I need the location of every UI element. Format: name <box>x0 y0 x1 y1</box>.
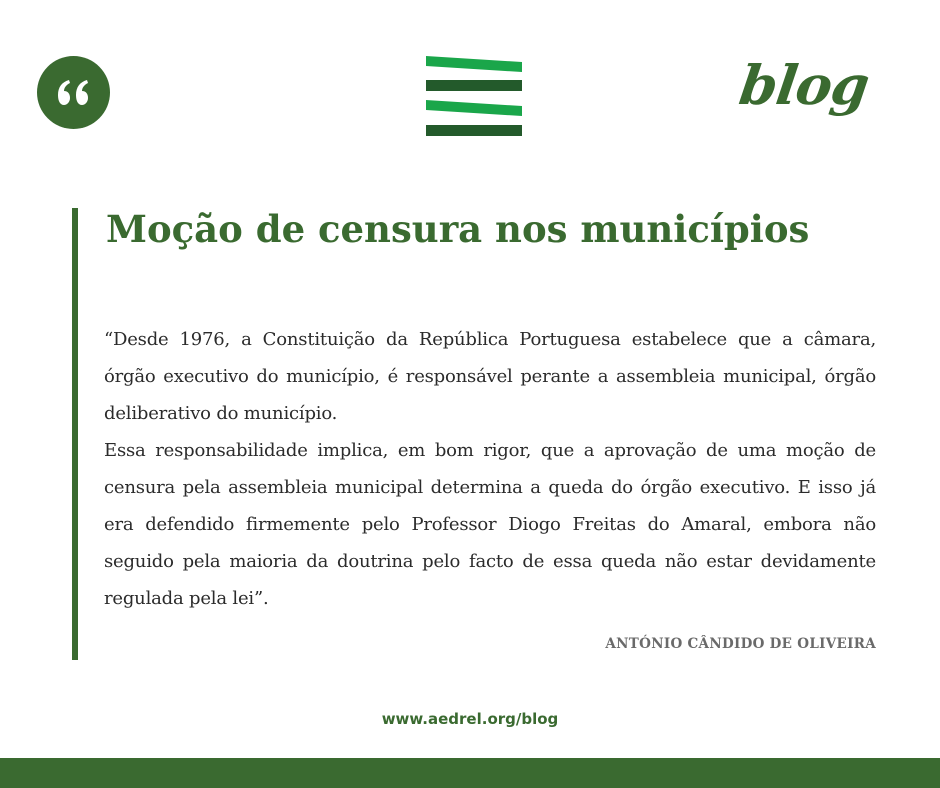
quote-paragraph-1: “Desde 1976, a Constituição da República Portuguesa estabelece que a câmara, órgão executivo do município, é responsável perante a assembleia municipal, órgão deliberativo do município. <box>104 329 876 424</box>
blog-url-link[interactable]: www.aedrel.org/blog <box>381 710 559 728</box>
footer-band <box>0 758 940 788</box>
quote-mark-icon <box>56 79 92 107</box>
author-name: ANTÓNIO CÂNDIDO DE OLIVEIRA <box>605 636 876 652</box>
accent-side-bar <box>72 208 78 660</box>
striped-flag-logo-icon <box>424 54 524 138</box>
quote-text <box>104 321 876 617</box>
quote-badge <box>37 56 110 129</box>
quote-paragraph-2: Essa responsabilidade implica, em bom rigor, que a aprovação de uma moção de censura pela assembleia municipal determina a queda do órgão executivo. E isso já era defendido firmemente pelo Professor Diogo Freitas do Amaral, embora não seguido pela maioria da doutrina pelo facto de essa queda não estar devidamente regulada pela lei”. <box>104 440 876 609</box>
blog-label: blog <box>735 53 873 117</box>
page-title: Moção de censura nos municípios <box>106 207 810 251</box>
